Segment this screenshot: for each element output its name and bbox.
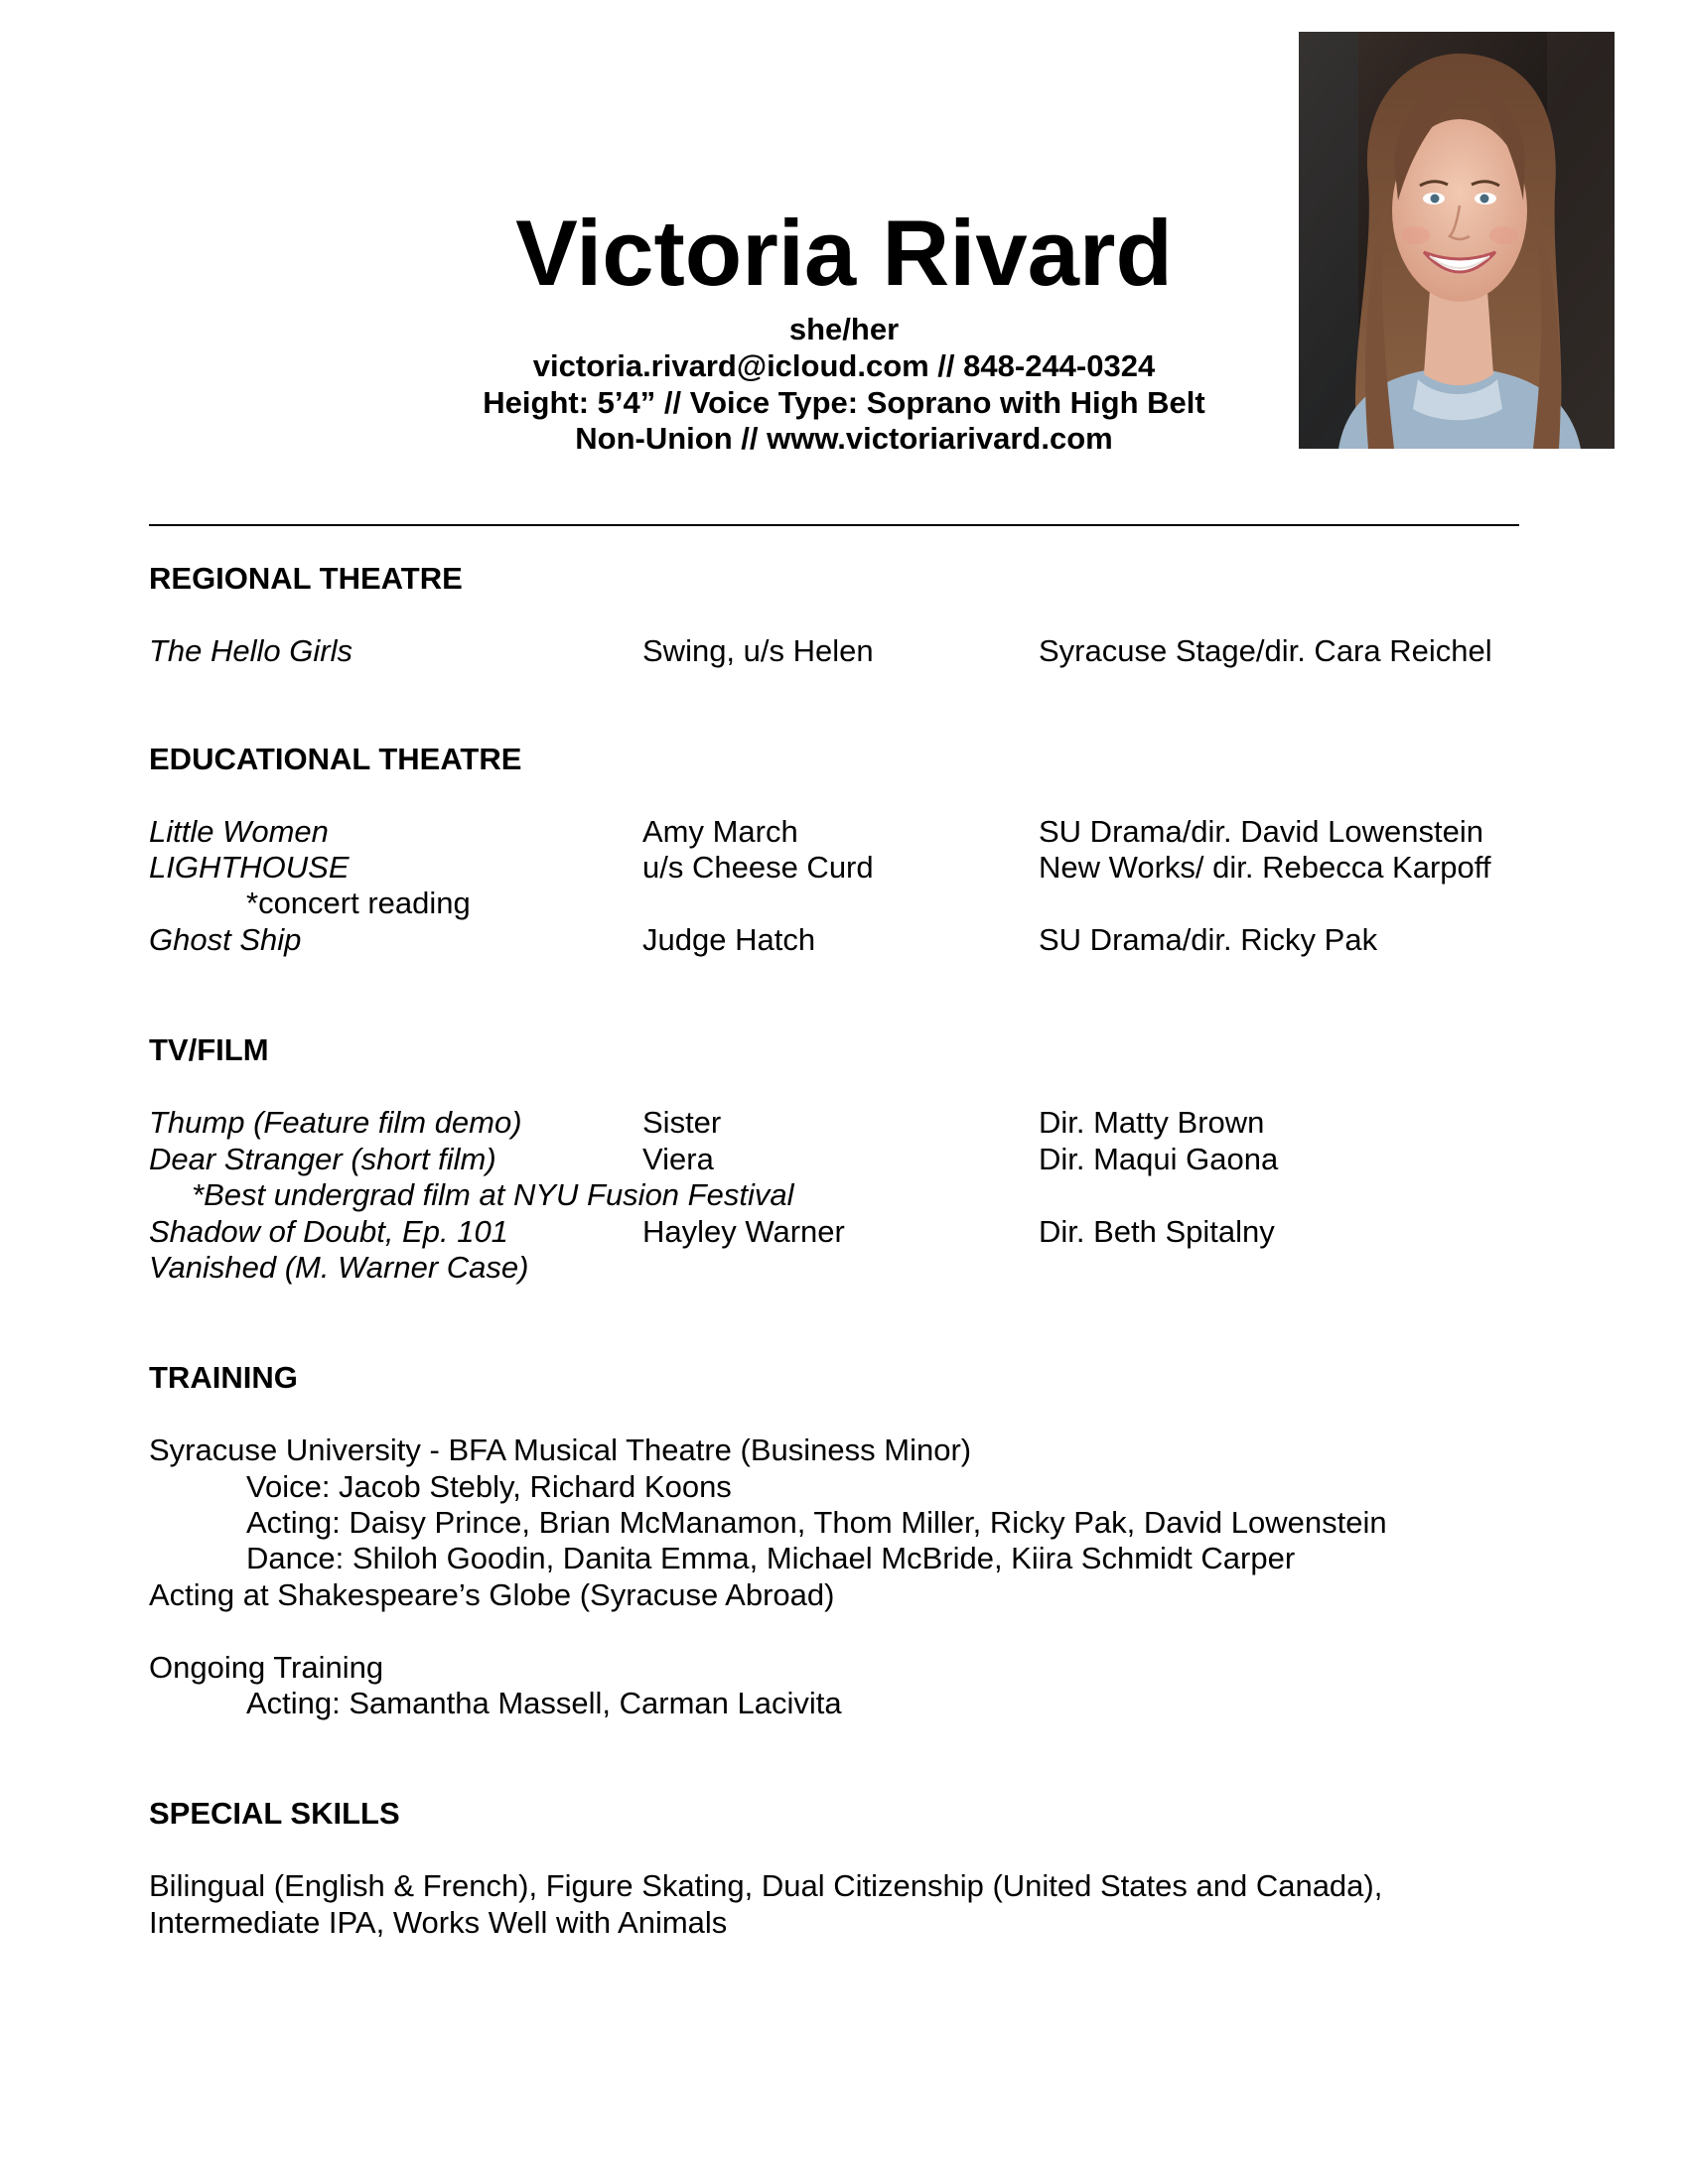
credit-row bbox=[149, 633, 1539, 669]
role: u/s Cheese Curd bbox=[642, 850, 874, 885]
role: Swing, u/s Helen bbox=[642, 633, 874, 668]
section-title-regional-theatre: REGIONAL THEATRE bbox=[149, 561, 463, 596]
credit-note: *concert reading bbox=[246, 886, 471, 920]
credit-note: *Best undergrad film at NYU Fusion Festival bbox=[192, 1177, 794, 1212]
resume-name: Victoria Rivard bbox=[515, 201, 1173, 305]
credit-row bbox=[149, 1142, 1539, 1177]
section-title-educational-theatre: EDUCATIONAL THEATRE bbox=[149, 742, 522, 776]
role: Hayley Warner bbox=[642, 1214, 845, 1249]
show-title: Little Women bbox=[149, 814, 329, 849]
training-program: Syracuse University - BFA Musical Theatre (Business Minor) bbox=[149, 1433, 972, 1467]
credit-row bbox=[149, 1105, 1539, 1141]
training-detail: Dance: Shiloh Goodin, Danita Emma, Michael McBride, Kiira Schmidt Carper bbox=[246, 1541, 1296, 1575]
section-title-tv-film: TV/FILM bbox=[149, 1032, 269, 1067]
role: Judge Hatch bbox=[642, 922, 816, 957]
header-divider bbox=[149, 524, 1519, 526]
role: Viera bbox=[642, 1142, 714, 1176]
role: Sister bbox=[642, 1105, 722, 1140]
skills-line: Bilingual (English & French), Figure Skating, Dual Citizenship (United States and Canada), bbox=[149, 1868, 1383, 1903]
show-title: Dear Stranger (short film) bbox=[149, 1142, 496, 1176]
headshot-photo bbox=[1299, 32, 1615, 449]
company-director: SU Drama/dir. David Lowenstein bbox=[1039, 814, 1483, 849]
pronouns: she/her bbox=[788, 312, 900, 346]
show-title: The Hello Girls bbox=[149, 633, 352, 668]
section-title-training: TRAINING bbox=[149, 1360, 298, 1395]
show-title: LIGHTHOUSE bbox=[149, 850, 350, 885]
show-title: Ghost Ship bbox=[149, 922, 302, 957]
stats-line: Height: 5’4” // Voice Type: Soprano with High Belt bbox=[483, 385, 1205, 420]
company-director: Dir. Beth Spitalny bbox=[1039, 1214, 1275, 1249]
training-detail: Acting: Daisy Prince, Brian McManamon, Thom Miller, Ricky Pak, David Lowenstein bbox=[246, 1505, 1387, 1540]
show-title: Shadow of Doubt, Ep. 101 bbox=[149, 1214, 508, 1249]
contact-line: victoria.rivard@icloud.com // 848-244-0324 bbox=[532, 348, 1156, 383]
credit-row bbox=[149, 850, 1539, 886]
credit-row bbox=[149, 1250, 1539, 1286]
show-title: Thump (Feature film demo) bbox=[149, 1105, 522, 1140]
training-detail: Voice: Jacob Stebly, Richard Koons bbox=[246, 1469, 732, 1504]
company-director: SU Drama/dir. Ricky Pak bbox=[1039, 922, 1378, 957]
section-title-special-skills: SPECIAL SKILLS bbox=[149, 1796, 400, 1831]
union-website-line: Non-Union // www.victoriarivard.com bbox=[575, 421, 1113, 456]
role: Amy March bbox=[642, 814, 798, 849]
company-director: New Works/ dir. Rebecca Karpoff bbox=[1039, 850, 1491, 885]
credit-row bbox=[149, 1214, 1539, 1250]
skills-line: Intermediate IPA, Works Well with Animals bbox=[149, 1905, 728, 1940]
credit-row bbox=[149, 922, 1539, 958]
training-detail: Acting: Samantha Massell, Carman Lacivita bbox=[246, 1686, 842, 1720]
credit-row bbox=[149, 814, 1539, 850]
show-title: Vanished (M. Warner Case) bbox=[149, 1250, 529, 1285]
training-program: Acting at Shakespeare’s Globe (Syracuse Abroad) bbox=[149, 1577, 835, 1612]
company-director: Syracuse Stage/dir. Cara Reichel bbox=[1039, 633, 1492, 668]
company-director: Dir. Matty Brown bbox=[1039, 1105, 1265, 1140]
training-program: Ongoing Training bbox=[149, 1650, 384, 1685]
company-director: Dir. Maqui Gaona bbox=[1039, 1142, 1279, 1176]
